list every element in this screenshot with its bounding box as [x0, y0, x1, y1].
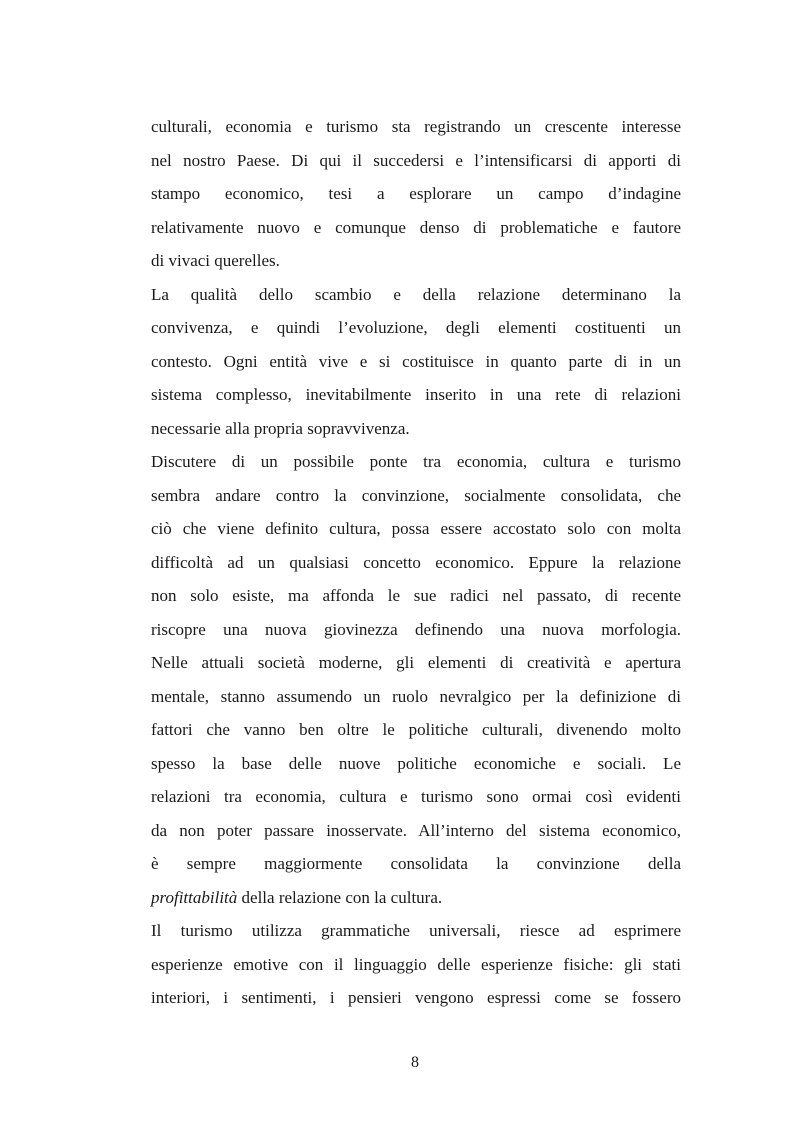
text-line: nel nostro Paese. Di qui il succedersi e l’intensificarsi di apporti di [151, 150, 681, 170]
text-line: esperienze emotive con il linguaggio delle esperienze fisiche: gli stati [151, 954, 681, 974]
text-line: relativamente nuovo e comunque denso di problematiche e fautore [151, 217, 681, 237]
text-line: non solo esiste, ma affonda le sue radici nel passato, di recente [151, 586, 681, 605]
text-line: La qualità dello scambio e della relazione determinano la [151, 284, 681, 304]
text-line: Il turismo utilizza grammatiche universali, riesce ad esprimere [151, 921, 681, 940]
text-line: ciò che viene definito cultura, possa essere accostato solo con molta [151, 519, 681, 538]
emphasized-term: profittabilità [151, 887, 238, 907]
text-fragment: della relazione con la cultura. [237, 887, 443, 907]
text-line: è sempre maggiormente consolidata la convinzione della [151, 854, 681, 873]
text-line: Nelle attuali società moderne, gli elementi di creatività e apertura [151, 653, 681, 672]
text-line: riscopre una nuova giovinezza definendo una nuova morfologia. [151, 619, 681, 639]
text-line: spesso la base delle nuove politiche economiche e sociali. Le [151, 753, 681, 773]
text-line: difficoltà ad un qualsiasi concetto economico. Eppure la relazione [151, 552, 681, 572]
text-line: sistema complesso, inevitabilmente inserito in una rete di relazioni [151, 385, 681, 404]
text-line: relazioni tra economia, cultura e turismo sono ormai così evidenti [151, 787, 681, 806]
paragraph-2 [151, 278, 681, 446]
text-line: fattori che vanno ben oltre le politiche culturali, divenendo molto [151, 720, 681, 739]
text-line: di vivaci querelles. [151, 251, 280, 270]
text-line: interiori, i sentimenti, i pensieri vengono espressi come se fossero [151, 988, 681, 1007]
text-line: stampo economico, tesi a esplorare un campo d’indagine [151, 184, 681, 203]
text-line: necessarie alla propria sopravvivenza. [151, 418, 410, 438]
paragraph-4 [151, 914, 681, 1015]
body-text [151, 110, 681, 1015]
text-line: mentale, stanno assumendo un ruolo nevralgico per la definizione di [151, 686, 681, 706]
paragraph-1 [151, 110, 681, 278]
text-line: da non poter passare inosservate. All’interno del sistema economico, [151, 820, 681, 840]
text-line [151, 881, 681, 915]
text-line: Discutere di un possibile ponte tra economia, cultura e turismo [151, 452, 681, 471]
text-line: contesto. Ogni entità vive e si costituisce in quanto parte di in un [151, 351, 681, 371]
paragraph-3 [151, 445, 681, 914]
text-line: culturali, economia e turismo sta registrando un crescente interesse [151, 117, 681, 136]
page-number: 8 [411, 1054, 419, 1071]
text-line: sembra andare contro la convinzione, socialmente consolidata, che [151, 485, 681, 505]
text-line: convivenza, e quindi l’evoluzione, degli elementi costituenti un [151, 318, 681, 337]
